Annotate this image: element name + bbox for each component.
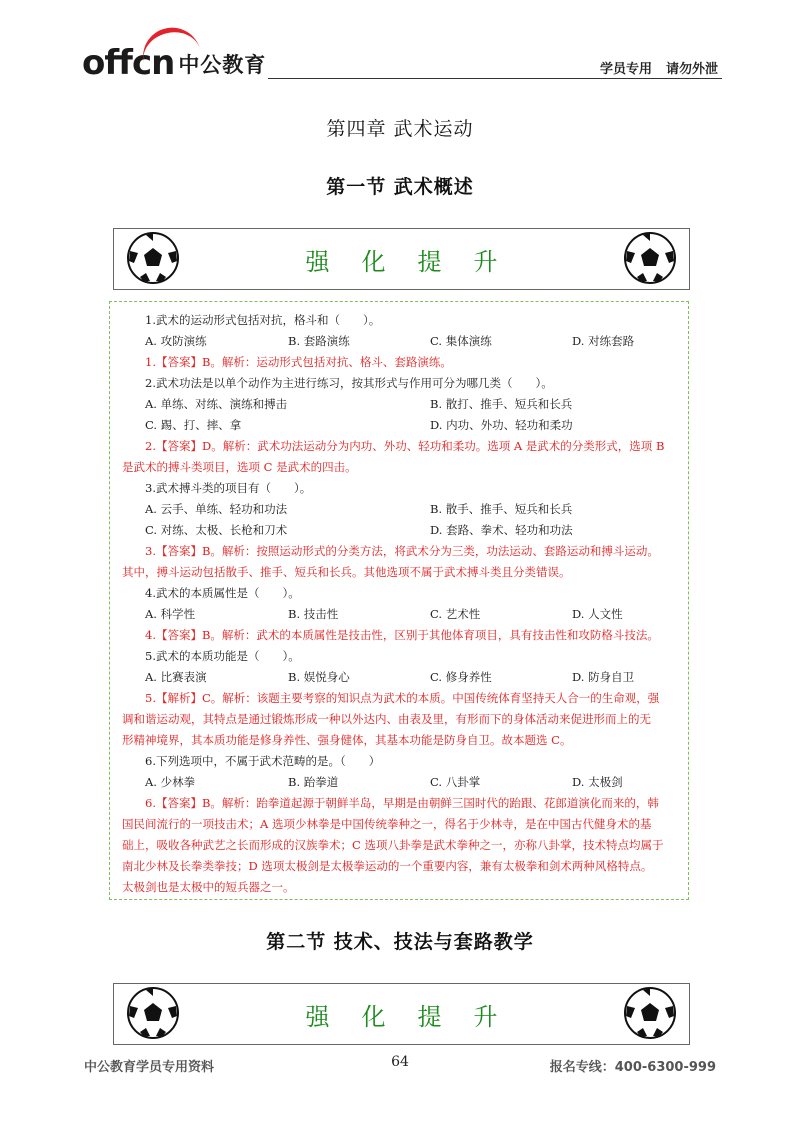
q2-answer-line: 是武术的搏斗类项目，选项 C 是武术的四击。 — [122, 460, 357, 474]
section-title-1: 第一节 武术概述 — [326, 176, 474, 198]
header-tags — [600, 58, 718, 77]
q1-option-b: B. 套路演练 — [288, 334, 350, 348]
header-tag-students: 学员专用 — [599, 62, 652, 77]
offcn-logo — [82, 43, 267, 83]
banner-title: 强化提升 — [305, 1003, 530, 1031]
q3-answer-line: 其中，搏斗运动包括散手、推手、短兵和长兵。其他选项不属于武术搏斗类且分类错误。 — [122, 565, 571, 579]
q4-option-d: D. 人文性 — [572, 607, 623, 621]
q5-answer-line: 5.【解析】C。解析：该题主要考察的知识点为武术的本质。中国传统体育坚持天人合一的生命观，强 — [145, 691, 660, 705]
q2-option-d: D. 内功、外功、轻功和柔功 — [430, 418, 573, 432]
q6-answer-line: 南北少林及长拳类拳技；D 选项太极剑是太极拳运动的一个重要内容，兼有太极拳和剑术两种风格特点。 — [122, 859, 653, 873]
q5-option-c: C. 修身养性 — [430, 670, 492, 684]
soccer-ball-icon — [623, 986, 677, 1040]
soccer-ball-icon — [623, 231, 677, 285]
header-tag-confidential: 请勿外泄 — [665, 62, 718, 77]
page-number: 64 — [391, 1054, 409, 1070]
q6-option-a: A. 少林拳 — [145, 775, 196, 789]
q6-option-c: C. 八卦掌 — [430, 775, 481, 789]
q2-option-c: C. 踢、打、摔、拿 — [145, 418, 242, 432]
q5-option-a: A. 比赛表演 — [145, 670, 207, 684]
question-5: 5.武术的本质功能是（ ）。 — [145, 649, 300, 663]
q4-option-a: A. 科学性 — [145, 607, 196, 621]
question-box — [109, 301, 689, 900]
q3-answer-line: 3.【答案】B。解析：按照运动形式的分类方法，将武术分为三类，功法运动、套路运动和搏斗运动。 — [145, 544, 659, 558]
q6-option-d: D. 太极剑 — [572, 775, 623, 789]
q3-option-b: B. 散手、推手、短兵和长兵 — [430, 502, 573, 516]
footer-label: 中公教育学员专用资料 — [84, 1060, 215, 1075]
q5-answer-line: 调和谐运动观，其特点是通过锻炼形成一种以外达内、由表及里，有形而下的身体活动来促进形而上的无 — [122, 712, 651, 726]
question-6: 6.下列选项中，不属于武术范畴的是。（ ） — [145, 754, 381, 768]
banner-title: 强化提升 — [305, 248, 530, 276]
question-2: 2.武术功法是以单个动作为主进行练习，按其形式与作用可分为哪几类（ ）。 — [145, 376, 553, 390]
chapter-title: 第四章 武术运动 — [326, 118, 474, 140]
q3-option-d: D. 套路、拳术、轻功和功法 — [430, 523, 573, 537]
q3-option-c: C. 对练、太极、长枪和刀术 — [145, 523, 288, 537]
practice-banner — [113, 983, 690, 1045]
q2-option-a: A. 单练、对练、演练和搏击 — [145, 397, 288, 411]
q6-answer-line: 础上，吸收各种武艺之长而形成的汉族拳术；C 选项八卦拳是武术拳种之一，亦称八卦掌，技术特点均属于 — [122, 838, 664, 852]
q3-option-a: A. 云手、单练、轻功和功法 — [145, 502, 288, 516]
logo-wordmark: offcn — [82, 43, 175, 83]
q5-answer-line: 形精神境界，其本质功能是修身养性、强身健体，其基本功能是防身自卫。故本题选 C。 — [122, 733, 572, 747]
q6-answer-line: 6.【答案】B。解析：跆拳道起源于朝鲜半岛，早期是由朝鲜三国时代的跆跟、花郎道演化而来的，韩 — [145, 796, 659, 810]
q4-option-c: C. 艺术性 — [430, 607, 481, 621]
q1-option-a: A. 攻防演练 — [145, 334, 207, 348]
section-title-2: 第二节 技术、技法与套路教学 — [266, 931, 534, 953]
question-3: 3.武术搏斗类的项目有（ ）。 — [145, 481, 312, 495]
page-header — [82, 38, 722, 82]
question-1: 1.武术的运动形式包括对抗，格斗和（ ）。 — [145, 313, 381, 327]
q1-option-d: D. 对练套路 — [572, 334, 635, 348]
header-rule — [268, 78, 722, 79]
question-4: 4.武术的本质属性是（ ）。 — [145, 586, 300, 600]
q6-answer-line: 太极剑也是太极中的短兵器之一。 — [122, 880, 295, 894]
q1-answer: 1.【答案】B。解析：运动形式包括对抗、格斗、套路演练。 — [145, 355, 452, 369]
q2-answer-line: 2.【答案】D。解析：武术功法运动分为内功、外功、轻功和柔功。选项 A 是武术的分类形式，选项 B — [145, 439, 665, 453]
q4-option-b: B. 技击性 — [288, 607, 339, 621]
footer-hotline: 报名专线：400-6300-999 — [549, 1060, 716, 1075]
q1-option-c: C. 集体演练 — [430, 334, 492, 348]
logo-chinese-name: 中公教育 — [178, 53, 267, 77]
q6-option-b: B. 跆拳道 — [288, 775, 339, 789]
q5-option-b: B. 娱悦身心 — [288, 670, 350, 684]
q2-option-b: B. 散打、推手、短兵和长兵 — [430, 397, 573, 411]
practice-banner — [113, 228, 690, 290]
q5-option-d: D. 防身自卫 — [572, 670, 635, 684]
q6-answer-line: 国民间流行的一项技击术；A 选项少林拳是中国传统拳种之一，得名于少林寺，是在中国古代健身术的基 — [122, 817, 652, 831]
q4-answer: 4.【答案】B。解析：武术的本质属性是技击性，区别于其他体育项目，具有技击性和攻防格斗技法。 — [145, 628, 659, 642]
